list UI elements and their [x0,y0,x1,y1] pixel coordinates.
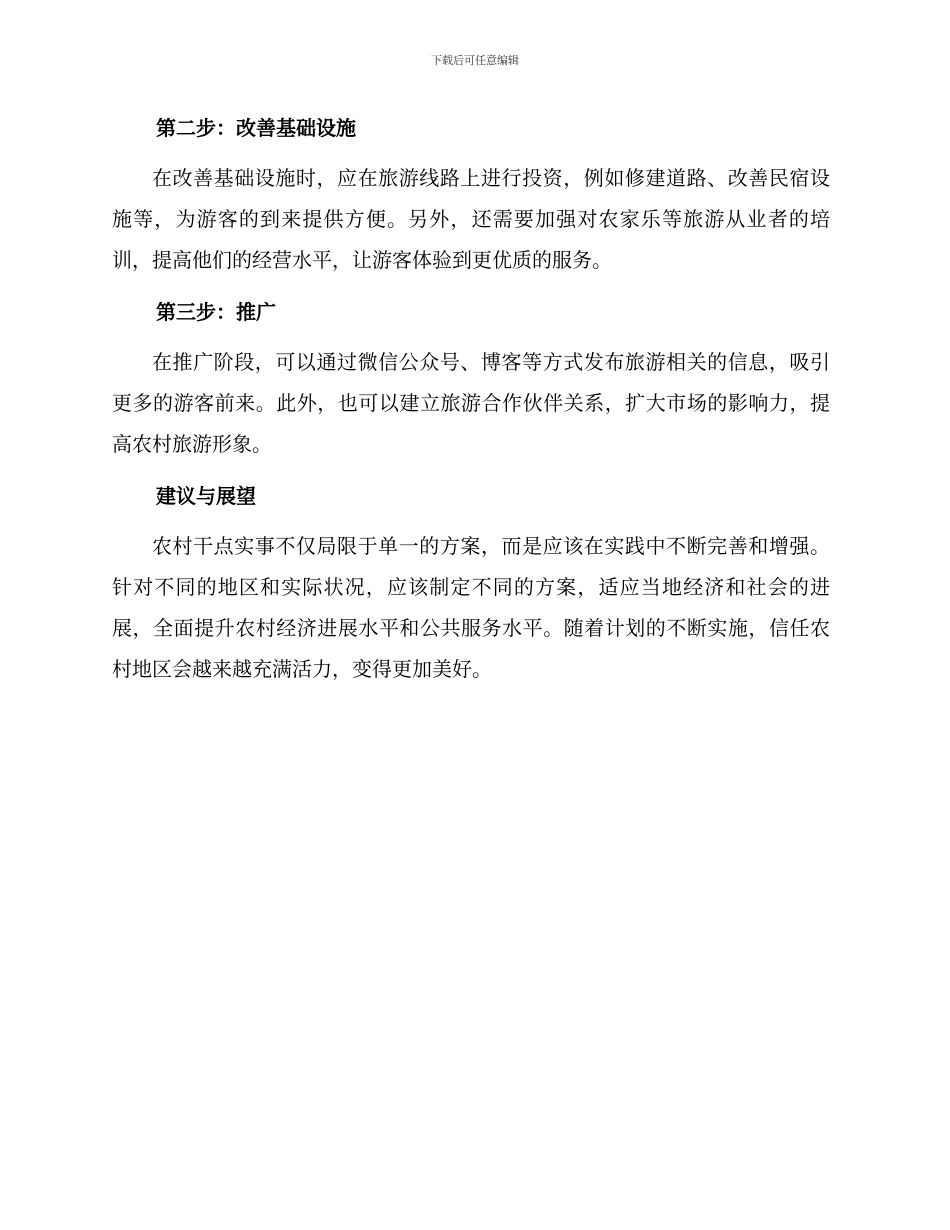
section-paragraph: 在改善基础设施时，应在旅游线路上进行投资，例如修建道路、改善民宿设施等，为游客的到来提供方便。另外，还需要加强对农家乐等旅游从业者的培训，提高他们的经营水平，让游客体验到更优质的服务。 [112,166,830,272]
section-suggestions [112,477,830,690]
document-body [112,109,830,702]
section-promotion [112,293,830,465]
page-header-note: 下载后可任意编辑 [431,54,519,67]
section-paragraph: 农村干点实事不仅局限于单一的方案，而是应该在实践中不断完善和增强。针对不同的地区和实际状况，应该制定不同的方案，适应当地经济和社会的进展，全面提升农村经济进展水平和公共服务水平。随着计划的不断实施，信任农村地区会越来越充满活力，变得更加美好。 [112,534,830,681]
section-heading: 建议与展望 [156,484,256,508]
section-infrastructure [112,109,830,281]
section-paragraph: 在推广阶段，可以通过微信公众号、博客等方式发布旅游相关的信息，吸引更多的游客前来。此外，也可以建立旅游合作伙伴关系，扩大市场的影响力，提高农村旅游形象。 [112,350,830,456]
section-heading: 第三步：推广 [156,300,276,324]
section-heading: 第二步：改善基础设施 [156,116,356,140]
